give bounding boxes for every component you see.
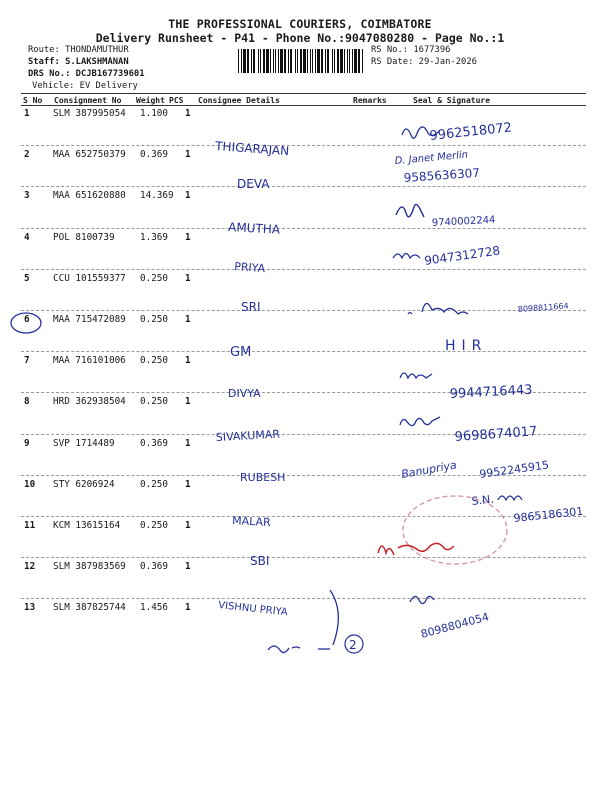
- stamp-circle: [403, 496, 507, 564]
- row-pcs: 1: [185, 520, 191, 531]
- signature-2-name: D. Janet Merlin: [394, 149, 469, 167]
- footer-number: 2: [349, 638, 357, 652]
- name-1: THIGARAJAN: [214, 139, 290, 159]
- staff-label: Staff: S.LAKSHMANAN: [28, 57, 129, 67]
- name-2: DEVA: [237, 177, 270, 191]
- signature-12: [410, 596, 434, 603]
- row-sno: 13: [24, 602, 36, 614]
- row-sno: 1: [24, 108, 30, 119]
- row-consignment: CCU 101559377: [53, 272, 126, 284]
- row-sno: 11: [24, 520, 36, 531]
- row-pcs: 1: [185, 190, 191, 202]
- row-pcs: 1: [185, 272, 191, 284]
- row-sno: 7: [24, 355, 30, 367]
- row-sno: 4: [24, 231, 30, 243]
- row-sno: 10: [24, 478, 36, 490]
- row-pcs: 1: [185, 355, 191, 367]
- row-weight: 1.100: [140, 108, 168, 119]
- row-consignment: SVP 1714489: [53, 437, 115, 449]
- row-6-circle-mark: [11, 313, 41, 333]
- row-weight: 1.456: [140, 602, 168, 614]
- row-consignment: SLM 387995054: [53, 108, 126, 119]
- col-consignee: Consignee Details: [198, 96, 280, 105]
- tamil-scribble-10: [498, 496, 522, 500]
- phone-10: 9865186301: [512, 504, 584, 525]
- phone-2: 9585636307: [403, 165, 481, 185]
- col-seal: Seal & Signature: [413, 96, 491, 105]
- code-6: HIR: [445, 338, 488, 354]
- signature-10-name: S.N.: [470, 492, 495, 508]
- signature-3: [396, 204, 424, 217]
- row-sno: 12: [24, 561, 36, 573]
- name-6: GM: [230, 345, 252, 360]
- rs-date: RS Date: 29-Jan-2026: [371, 57, 477, 67]
- phone-3: 9740002244: [431, 214, 496, 229]
- row-weight: 14.369: [140, 190, 174, 202]
- vehicle-label: Vehicle: EV Delivery: [32, 81, 138, 91]
- row-pcs: 1: [185, 314, 191, 325]
- bracket-stroke: [330, 590, 338, 645]
- row-weight: 0.369: [140, 561, 168, 573]
- drs-number: DRS No.: DCJB167739601: [28, 69, 145, 79]
- row-consignment: MAA 716101006: [53, 355, 126, 367]
- company-name: THE PROFESSIONAL COURIERS, COIMBATORE: [168, 17, 432, 31]
- row-consignment: KCM 13615164: [53, 520, 121, 531]
- row-consignment: HRD 362938504: [53, 396, 126, 408]
- row-consignment: POL 8100739: [53, 231, 115, 243]
- row-weight: 0.250: [140, 314, 168, 325]
- row-sno: 9: [24, 437, 30, 449]
- rs-number: RS No.: 1677396: [371, 45, 451, 55]
- row-sno: 2: [24, 149, 30, 161]
- signature-5: [408, 303, 468, 314]
- col-pcs: PCS: [169, 96, 184, 105]
- name-8: SIVAKUMAR: [215, 427, 281, 444]
- name-7: DIVYA: [228, 387, 261, 400]
- row-pcs: 1: [185, 149, 191, 161]
- row-pcs: 1: [185, 437, 191, 449]
- row-consignment: SLM 387825744: [53, 602, 126, 614]
- col-remarks: Remarks: [353, 96, 387, 105]
- phone-4: 9047312728: [423, 243, 502, 268]
- signature-9-name: Banupriya: [400, 458, 458, 481]
- signature-7: [400, 373, 432, 378]
- row-pcs: 1: [185, 602, 191, 614]
- row-sno: 5: [24, 272, 30, 284]
- row-consignment: MAA 715472089: [53, 314, 126, 325]
- row-pcs: 1: [185, 108, 191, 119]
- row-pcs: 1: [185, 396, 191, 408]
- row-consignment: SLM 387983569: [53, 561, 126, 573]
- row-sno: 8: [24, 396, 30, 408]
- row-weight: 0.250: [140, 272, 168, 284]
- signature-8: [400, 417, 440, 426]
- name-11: SBI: [250, 554, 270, 568]
- row-weight: 0.250: [140, 520, 168, 531]
- col-weight: Weight: [136, 96, 165, 105]
- name-5: SRI: [241, 300, 261, 314]
- name-4: PRIYA: [233, 260, 266, 276]
- row-weight: 0.250: [140, 396, 168, 408]
- row-pcs: 1: [185, 561, 191, 573]
- col-sno: S No: [23, 96, 43, 105]
- phone-8: 9698674017: [454, 424, 538, 445]
- row-pcs: 1: [185, 231, 191, 243]
- row-sno: 6: [24, 314, 30, 325]
- tamil-scribble-footer: [268, 646, 300, 653]
- row-weight: 1.369: [140, 231, 168, 243]
- phone-5: 8098811664: [517, 301, 569, 314]
- name-9: RUBESH: [240, 471, 286, 484]
- col-consignment: Consignment No: [54, 96, 122, 105]
- name-3: AMUTHA: [227, 220, 281, 237]
- signature-4: [393, 254, 420, 259]
- phone-13: 8098804054: [419, 610, 491, 641]
- row-consignment: MAA 652750379: [53, 149, 126, 161]
- name-10: MALAR: [231, 514, 272, 530]
- row-weight: 0.369: [140, 149, 168, 161]
- row-weight: 0.250: [140, 478, 168, 490]
- row-consignment: MAA 651620880: [53, 190, 126, 202]
- phone-9: 9952245915: [478, 458, 550, 481]
- row-weight: 0.250: [140, 355, 168, 367]
- row-consignment: STY 6206924: [53, 478, 115, 490]
- phone-7: 9944716443: [449, 382, 533, 402]
- name-12: VISHNU PRIYA: [217, 600, 289, 619]
- row-pcs: 1: [185, 478, 191, 490]
- row-weight: 0.369: [140, 437, 168, 449]
- row-sno: 3: [24, 190, 30, 202]
- runsheet-title: Delivery Runsheet - P41 - Phone No.:9047080280 - Page No.:1: [95, 31, 505, 45]
- phone-1: 9962518072: [428, 120, 513, 144]
- route-label: Route: THONDAMUTHUR: [28, 45, 129, 55]
